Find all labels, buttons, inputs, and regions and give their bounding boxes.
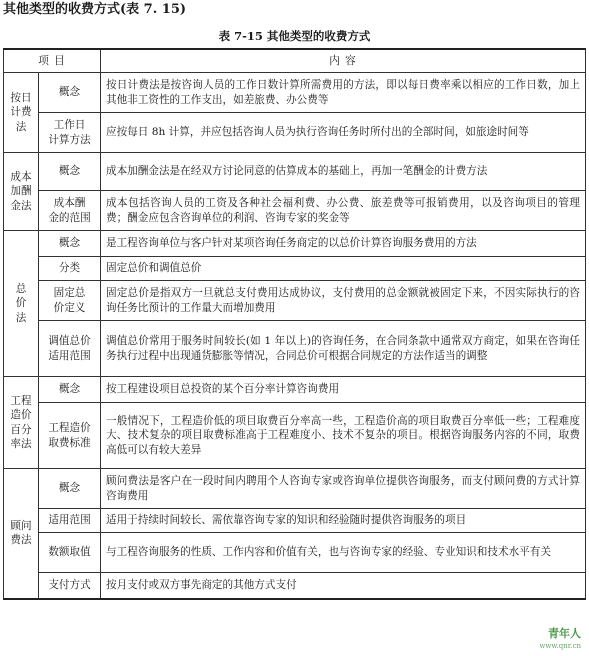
item-label: 适用范围 — [48, 514, 91, 527]
item-label: 概念 — [58, 482, 81, 495]
method-cell — [4, 377, 39, 469]
item-cell — [39, 191, 101, 231]
section-heading: 其他类型的收费方式(表 7. 15) — [3, 2, 187, 17]
header-content: 内 容 — [101, 49, 586, 73]
item-cell — [39, 469, 101, 509]
item-cell — [39, 321, 101, 377]
header-item: 项 目 — [4, 49, 101, 73]
table-row — [4, 533, 586, 573]
item-label: 成本酬 金的范围 — [48, 197, 91, 224]
content-cell: 调值总价常用于服务时间较长(如 1 年以上)的咨询任务，在合同条款中通常双方商定，如果在咨询任务执行过程中出现通货膨胀等情况，合同总价可根据合同规定的方法作适当的调整 — [101, 321, 586, 377]
content-cell: 按月支付或双方事先商定的其他方式支付 — [101, 573, 586, 599]
table-row — [4, 377, 586, 403]
item-cell — [39, 573, 101, 599]
method-name: 成本 加酬 金法 — [10, 170, 32, 212]
item-label: 工作日 计算方法 — [48, 119, 91, 146]
item-cell — [39, 281, 101, 321]
table-header-row — [4, 49, 586, 73]
item-label: 分类 — [58, 262, 81, 275]
method-cell — [4, 469, 39, 599]
table-row — [4, 113, 586, 153]
table-row — [4, 509, 586, 533]
item-label: 概念 — [58, 86, 81, 99]
content-cell: 应按每日 8h 计算，并应包括咨询人员为执行咨询任务时所付出的全部时间，如旅途时间等 — [101, 113, 586, 153]
table-row — [4, 153, 586, 191]
table-row — [4, 403, 586, 469]
item-label: 工程造价 取费标准 — [48, 422, 91, 449]
method-cell — [4, 231, 39, 377]
logo-url: www.qnr.cn — [539, 642, 581, 650]
item-cell — [39, 153, 101, 191]
method-cell — [4, 73, 39, 153]
table-caption: 表 7-15 其他类型的收费方式 — [218, 29, 371, 43]
item-label: 概念 — [58, 165, 81, 178]
method-name: 顾问 费法 — [10, 519, 32, 547]
content-cell: 成本包括咨询人员的工资及各种社会福利费、办公费、旅差费等可报销费用，以及咨询项目的管理费；酬金应包含咨询单位的利润、咨询专家的奖金等 — [101, 191, 586, 231]
content-cell: 一般情况下，工程造价低的项目取费百分率高一些，工程造价高的项目取费百分率低一些；工程难度大、技术复杂的项目取费标准高于工程难度小、技术不复杂的项目。根据咨询服务内容的不同，取费高低可以有较大差异 — [101, 403, 586, 469]
logo-text: 青年人 — [548, 627, 581, 640]
content-cell: 固定总价和调值总价 — [101, 257, 586, 281]
content-cell: 固定总价是指双方一旦就总支付费用达成协议，支付费用的总金额就被固定下来，不因实际执行的咨询任务比预计的工作量大而增加费用 — [101, 281, 586, 321]
content-cell: 与工程咨询服务的性质、工作内容和价值有关，也与咨询专家的经验、专业知识和技术水平有关 — [101, 533, 586, 573]
content-cell: 适用于持续时间较长、需依靠咨询专家的知识和经验随时提供咨询服务的项目 — [101, 509, 586, 533]
item-label: 数额取值 — [48, 546, 91, 559]
item-cell — [39, 509, 101, 533]
table-row — [4, 321, 586, 377]
table-row — [4, 191, 586, 231]
table-row — [4, 257, 586, 281]
item-label: 调值总价 适用范围 — [48, 335, 91, 362]
item-cell — [39, 533, 101, 573]
item-cell — [39, 73, 101, 113]
content-cell: 按日计费法是按咨询人员的工作日数计算所需费用的方法，即以每日费率乘以相应的工作日数，加上其他非工资性的工作支出，如差旅费、办公费等 — [101, 73, 586, 113]
item-label: 概念 — [58, 383, 81, 396]
content-cell: 按工程建设项目总投资的某个百分率计算咨询费用 — [101, 377, 586, 403]
item-cell — [39, 113, 101, 153]
content-cell: 顾问费法是客户在一段时间内聘用个人咨询专家或咨询单位提供咨询服务，而支付顾问费的方式计算咨询费用 — [101, 469, 586, 509]
table-row — [4, 573, 586, 599]
table-row — [4, 469, 586, 509]
item-cell — [39, 231, 101, 257]
item-cell — [39, 403, 101, 469]
item-label: 固定总 价定义 — [53, 287, 86, 314]
table-row — [4, 73, 586, 113]
table-row — [4, 231, 586, 257]
method-name: 总 价 法 — [15, 282, 27, 324]
method-name: 工程 造价 百分 率法 — [10, 394, 32, 450]
content-cell: 成本加酬金法是在经双方讨论同意的估算成本的基础上，再加一笔酬金的计费方法 — [101, 153, 586, 191]
site-logo — [539, 628, 581, 652]
method-name: 按日 计费 法 — [10, 91, 32, 133]
table-row — [4, 281, 586, 321]
item-cell — [39, 377, 101, 403]
item-label: 概念 — [58, 237, 81, 250]
item-label: 支付方式 — [48, 579, 91, 591]
item-cell — [39, 257, 101, 281]
content-cell: 是工程咨询单位与客户针对某项咨询任务商定的以总价计算咨询服务费用的方法 — [101, 231, 586, 257]
method-cell — [4, 153, 39, 231]
fee-methods-table — [3, 48, 586, 600]
